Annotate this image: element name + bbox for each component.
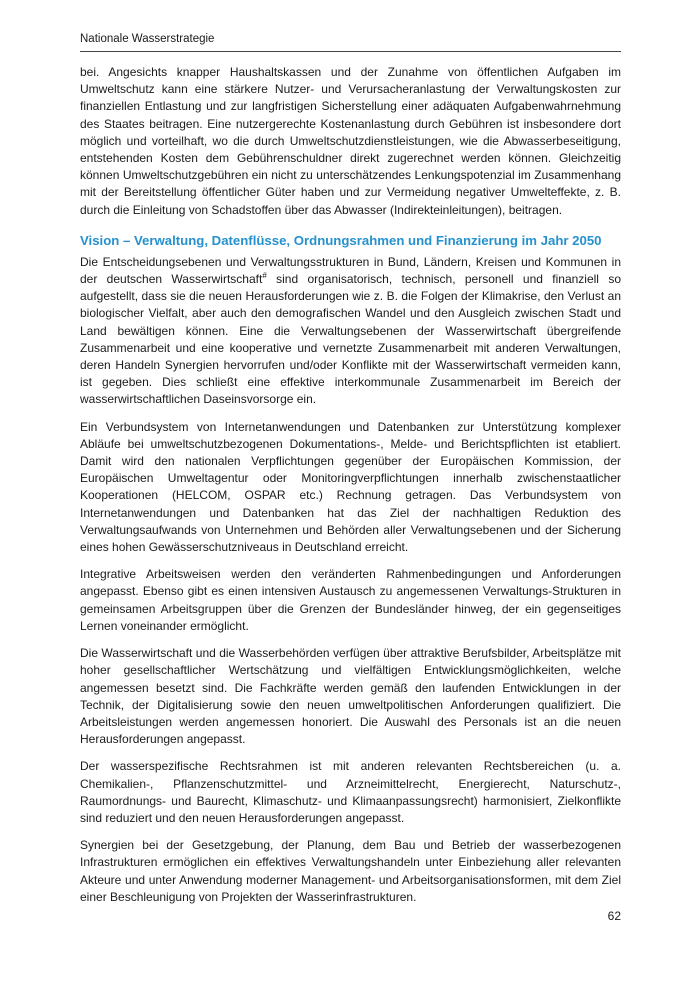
paragraph-intro: bei. Angesichts knapper Haushaltskassen und der Zunahme von öffentlichen Aufgaben im Umweltschutz kann eine stärkere Nutzer- und Verursacheranlastung der Verwaltungskosten zur finanziellen Entlastung und zur langfristigen Sicherstellung einer adäquaten Aufgabenwahrnehmung des Staates beitragen. Eine nutzergerechte Kostenanlastung durch Gebühren ist insbesondere dort möglich und vorteilhaft, wo die durch Umweltschutzdienstleistungen, wie die Abwasserbeseitigung, entstehenden Kosten dem Gebührenschuldner direkt zugerechnet werden können. Gleichzeitig können Umweltschutzgebühren ein nicht zu unterschätzendes Lenkungspotenzial im Zusammenhang mit der Bereitstellung öffentlicher Güter haben und zur Vermeidung negativer Umwelteffekte, z. B. durch die Einleitung von Schadstoffen über das Abwasser (Indirekteinleitungen), beitragen. xyxy=(80,65,621,217)
page-content xyxy=(80,33,621,916)
paragraph-integrative-arbeitsweisen: Integrative Arbeitsweisen werden den veränderten Rahmenbedingungen und Anforderungen angepasst. Ebenso gibt es einen intensiven Austausch zu angemessenen Verwaltungs-Strukturen in gemeinsamen Arbeitsgruppen über die Grenzen der Bundesländer hinweg, der ein gegenseitiges Lernen voneinander ermöglicht. xyxy=(80,567,621,633)
page-number: 62 xyxy=(607,909,621,923)
paragraph-verbundsystem: Ein Verbundsystem von Internetanwendungen und Datenbanken zur Unterstützung komplexer Abläufe bei umweltschutzbezogenen Dokumentations-, Melde- und Berichtspflichten ist etabliert. Damit wird den nationalen Verpflichtungen gegenüber der Europäischen Kommission, der Europäischen Umweltagentur oder Monitoringverpflichtungen innerhalb zwischenstaatlicher Kooperationen (HELCOM, OSPAR etc.) Rechnung getragen. Das Verbundsystem von Internetanwendungen und Datenbanken hat das Ziel der nachhaltigen Reduktion des Verwaltungsaufwands von Unternehmen und Behörden aller Verwaltungsebenen und der Sicherung eines hohen Gewässerschutzniveaus in Deutschland erreicht. xyxy=(80,419,621,555)
paragraph-synergien: Synergien bei der Gesetzgebung, der Planung, dem Bau und Betrieb der wasserbezogenen Infrastrukturen ermöglichen ein effektives Verwaltungshandeln unter Einbeziehung aller relevanten Akteure und unter Anwendung moderner Management- und Arbeitsorganisationsformen, mit dem Ziel einer Beschleunigung von Projekten der Wasserinfrastrukturen. xyxy=(80,838,621,904)
paragraph-berufsbilder: Die Wasserwirtschaft und die Wasserbehörden verfügen über attraktive Berufsbilder, Arbeitsplätze mit hoher gesellschaftlicher Wertschätzung und vielfältigen Entwicklungsmöglichkeiten, welche angemessen besetzt sind. Die Fachkräfte werden gemäß den laufenden Entwicklungen in der Technik, der Digitalisierung sowie den neuen umweltpolitischen Anforderungen qualifiziert. Die Arbeitsleistungen werden angemessen honoriert. Die Auswahl des Personals ist an die neuen Herausforderungen angepasst. xyxy=(80,646,621,747)
running-header-title: Nationale Wasserstrategie xyxy=(80,33,621,52)
footnote-marker: # xyxy=(262,271,267,281)
section-heading-vision: Vision – Verwaltung, Datenflüsse, Ordnungsrahmen und Finanzierung im Jahr 2050 xyxy=(80,232,602,248)
paragraph-vision xyxy=(80,254,621,409)
paragraph-vision-text-after: sind organisatorisch, technisch, personell und finanziell so aufgestellt, dass sie die neuen Herausforderungen wie z. B. die Folgen der Klimakrise, den Verlust an biologischer Vielfalt, aber auch den demografischen Wandel und den Ausgleich zwischen Stadt und Land bewältigen können. Eine die Verwaltungsebenen der Wasserwirtschaft übergreifende Zusammenarbeit und eine kooperative und vernetzte Zusammenarbeit mit anderen Verwaltungen, deren Handeln Synergien hervorrufen und/oder Konflikte mit der Wasserwirtschaft vermeiden kann, ist gegeben. Dies schließt eine effektive interkommunale Zusammenarbeit im Bereich der wasserwirtschaftlichen Daseinsvorsorge ein. xyxy=(80,272,621,407)
paragraph-vision-text-before: Die Entscheidungsebenen und Verwaltungsstrukturen in Bund, Ländern, Kreisen und Kommunen in der deutschen Wasserwirtschaft xyxy=(80,254,621,287)
document-body xyxy=(80,64,621,906)
paragraph-rechtsrahmen: Der wasserspezifische Rechtsrahmen ist mit anderen relevanten Rechtsbereichen (u. a. Chemikalien-, Pflanzenschutzmittel- und Arzneimittelrecht, Energierecht, Naturschutz-, Raumordnungs- und Baurecht, Klimaschutz- und Klimaanpassungsrecht) harmonisiert, Zielkonflikte sind reduziert und den neuen Herausforderungen angepasst. xyxy=(80,759,621,825)
